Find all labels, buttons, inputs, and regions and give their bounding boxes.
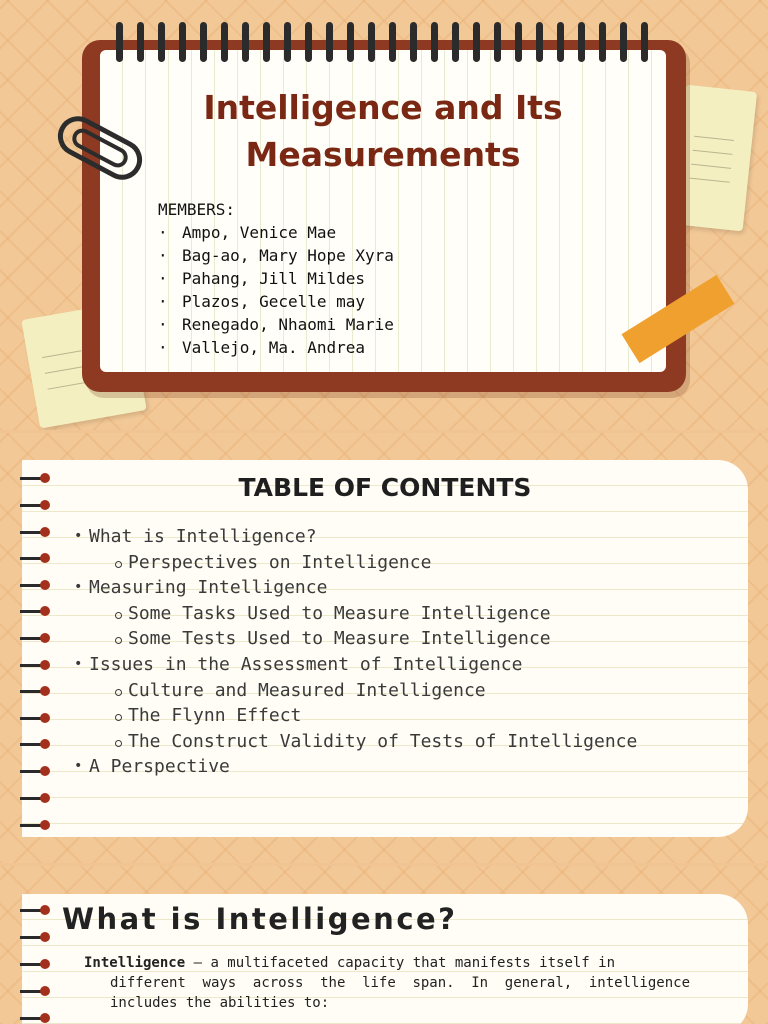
toc-item: • A Perspective (74, 754, 637, 780)
ring (284, 22, 291, 62)
binder-pin (20, 990, 46, 993)
ring (473, 22, 480, 62)
member-name: Pahang, Jill Mildes (182, 269, 366, 288)
member-bullet: · (158, 292, 168, 311)
toc-subitem: Perspectives on Intelligence (74, 550, 637, 576)
ring (263, 22, 270, 62)
binder-pin (20, 610, 46, 613)
sticky-line (48, 382, 88, 390)
sticky-line (693, 150, 733, 155)
binder-pin (20, 824, 46, 827)
sticky-line (694, 136, 734, 141)
binder-pin (20, 909, 46, 912)
member-name: Vallejo, Ma. Andrea (182, 338, 366, 357)
member-bullet: · (158, 246, 168, 265)
title-line-2: Measurements (245, 135, 521, 174)
sticky-line (45, 366, 85, 374)
members-list (158, 198, 394, 359)
ring (515, 22, 522, 62)
member-name: Plazos, Gecelle may (182, 292, 366, 311)
ring (137, 22, 144, 62)
sticky-line (691, 164, 731, 169)
slide-title (0, 0, 768, 430)
ring (179, 22, 186, 62)
toc-subitem: Some Tasks Used to Measure Intelligence (74, 601, 637, 627)
member-bullet: · (158, 269, 168, 288)
binder-pin (20, 637, 46, 640)
ring (326, 22, 333, 62)
binder-pin (20, 936, 46, 939)
ring (578, 22, 585, 62)
sticky-line (42, 350, 82, 358)
member-item (158, 313, 394, 336)
members-header: MEMBERS: (158, 200, 236, 219)
ring (221, 22, 228, 62)
ring (641, 22, 648, 62)
toc-list (74, 524, 637, 780)
member-item (158, 221, 394, 244)
ring (347, 22, 354, 62)
toc-item: • What is Intelligence? (74, 524, 637, 550)
definition-paragraph (84, 953, 690, 1013)
ring (242, 22, 249, 62)
ring (200, 22, 207, 62)
binder-pin (20, 664, 46, 667)
member-item (158, 267, 394, 290)
toc-subitem: The Flynn Effect (74, 703, 637, 729)
binder-pin (20, 690, 46, 693)
binder-pin (20, 743, 46, 746)
definition-continuation: different ways across the life span. In general, intelligence includes the abilities to: (110, 975, 690, 1011)
notebook-rings (116, 22, 656, 72)
member-bullet: · (158, 338, 168, 357)
ring (557, 22, 564, 62)
ring (116, 22, 123, 62)
toc-subitem: Culture and Measured Intelligence (74, 678, 637, 704)
title-line-1: Intelligence and Its (203, 88, 563, 127)
binder-pin (20, 963, 46, 966)
toc-title: TABLE OF CONTENTS (238, 473, 532, 502)
toc-item: • Measuring Intelligence (74, 575, 637, 601)
member-bullet: · (158, 223, 168, 242)
binder-pin (20, 770, 46, 773)
definition-text: – a multifaceted capacity that manifests itself in (185, 955, 616, 971)
binder-pin (20, 1017, 46, 1020)
binder-pin (20, 584, 46, 587)
definition-term: Intelligence (84, 955, 186, 971)
member-item (158, 336, 394, 359)
ring (452, 22, 459, 62)
binder-pin (20, 797, 46, 800)
ring (494, 22, 501, 62)
presentation-title (100, 84, 666, 178)
binder-pin (20, 717, 46, 720)
ring (389, 22, 396, 62)
member-item (158, 244, 394, 267)
ring (620, 22, 627, 62)
member-name: Ampo, Venice Mae (182, 223, 337, 242)
ring (158, 22, 165, 62)
sticky-line (690, 178, 730, 183)
toc-subitem: The Construct Validity of Tests of Intelligence (74, 729, 637, 755)
slide-table-of-contents (0, 433, 768, 863)
binder-pin (20, 531, 46, 534)
member-name: Renegado, Nhaomi Marie (182, 315, 394, 334)
ring (431, 22, 438, 62)
section-heading: What is Intelligence? (62, 902, 458, 936)
ring (410, 22, 417, 62)
ring (599, 22, 606, 62)
toc-subitem: Some Tests Used to Measure Intelligence (74, 626, 637, 652)
member-bullet: · (158, 315, 168, 334)
slide-what-is-intelligence (0, 866, 768, 1024)
ring (305, 22, 312, 62)
member-item (158, 290, 394, 313)
binder-pin (20, 557, 46, 560)
member-name: Bag-ao, Mary Hope Xyra (182, 246, 394, 265)
toc-item: • Issues in the Assessment of Intelligence (74, 652, 637, 678)
binder-pin (20, 504, 46, 507)
ring (536, 22, 543, 62)
ring (368, 22, 375, 62)
